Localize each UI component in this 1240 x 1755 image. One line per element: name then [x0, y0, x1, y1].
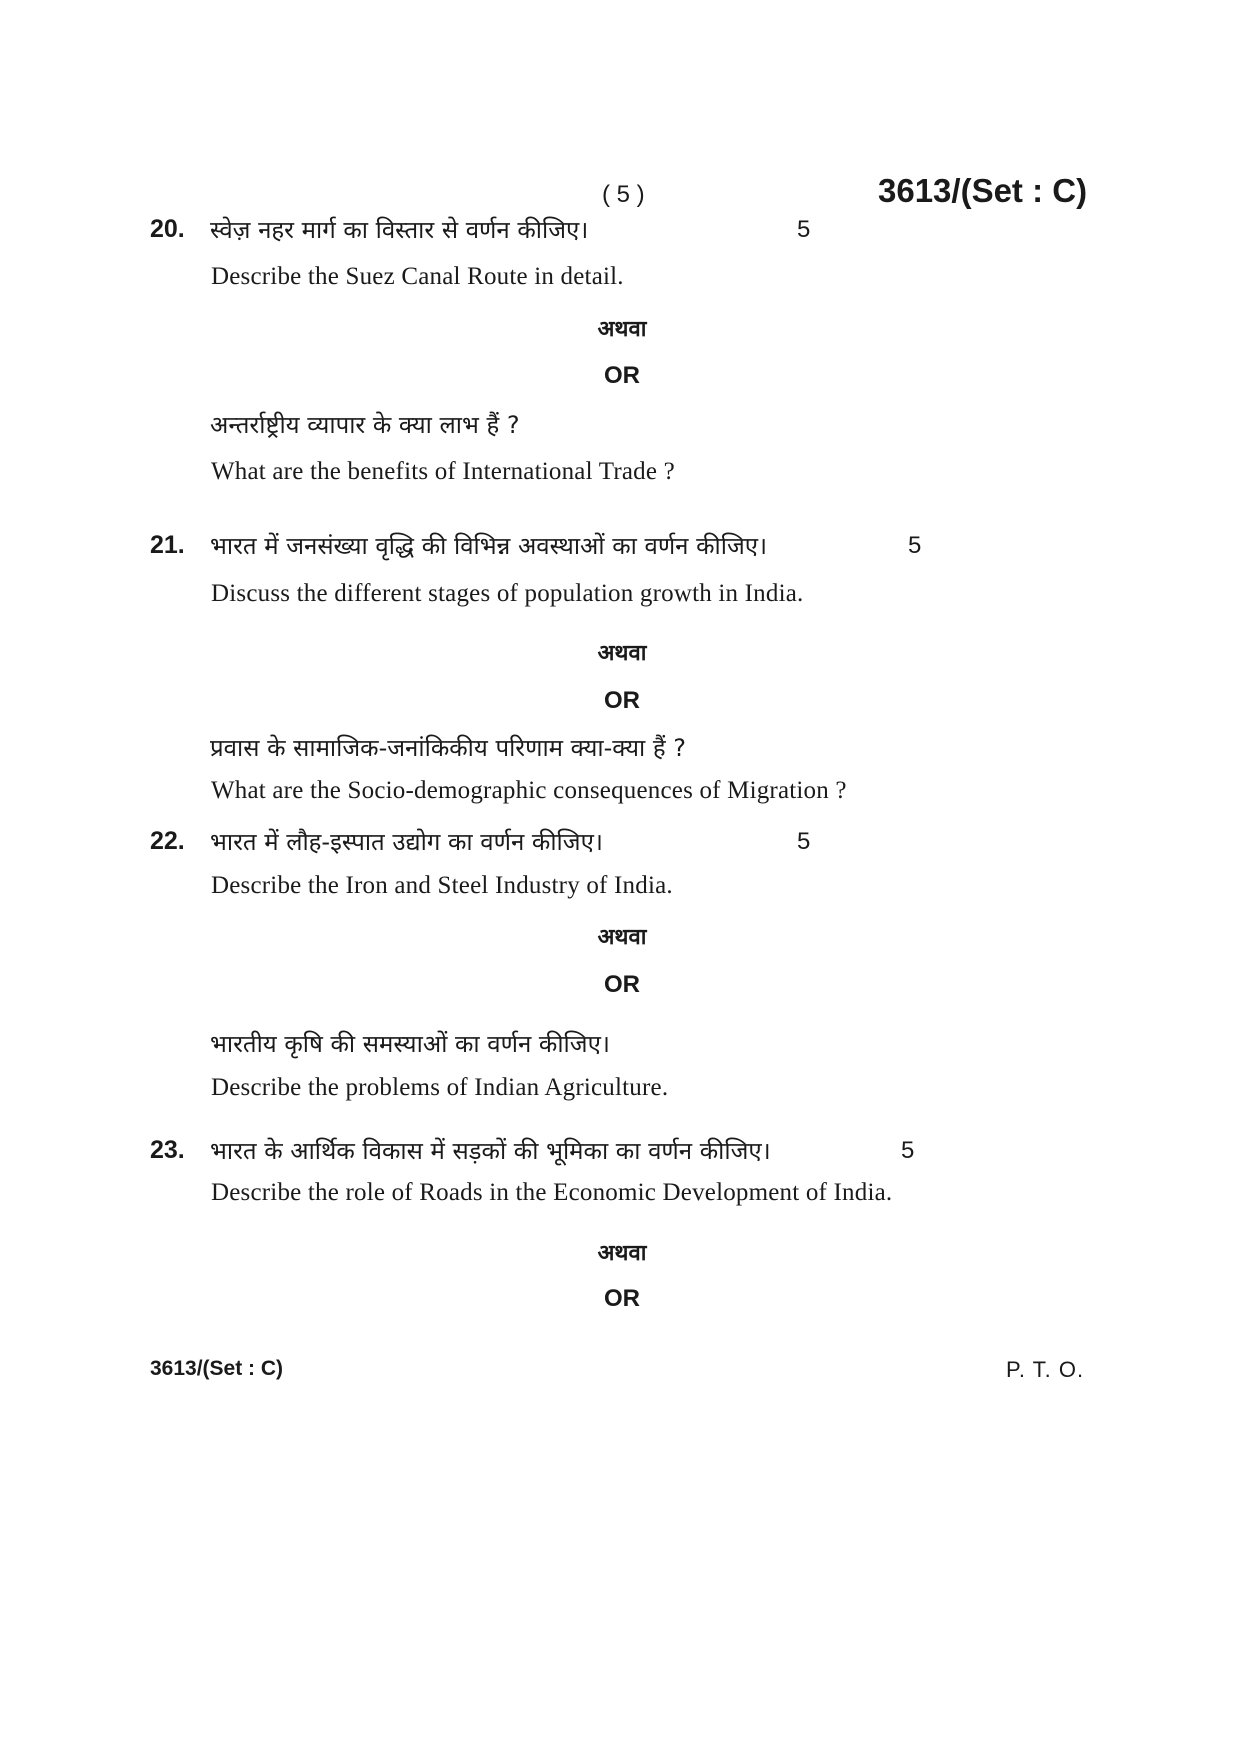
- question-23-english: Describe the role of Roads in the Economic Development of India.: [211, 1179, 893, 1206]
- question-21-or-english: OR: [604, 687, 640, 714]
- question-number-22: 22.: [150, 827, 185, 855]
- question-22-english: Describe the Iron and Steel Industry of India.: [211, 872, 673, 899]
- pto-label: P. T. O.: [1006, 1357, 1085, 1382]
- question-23-or-hindi: अथवा: [597, 1241, 647, 1266]
- question-23-marks: 5: [901, 1137, 915, 1164]
- question-21-english: Discuss the different stages of population growth in India.: [211, 580, 804, 607]
- question-20-or-english: OR: [604, 362, 640, 389]
- question-number-21: 21.: [150, 531, 185, 559]
- question-20-hindi: स्वेज़ नहर मार्ग का विस्तार से वर्णन कीजिए।: [210, 216, 589, 244]
- page-number: ( 5 ): [602, 181, 645, 208]
- question-20-alt-english: What are the benefits of International Trade ?: [211, 458, 675, 485]
- question-22-marks: 5: [797, 828, 811, 855]
- question-21-hindi: भारत में जनसंख्या वृद्धि की विभिन्न अवस्थाओं का वर्णन कीजिए।: [210, 532, 768, 560]
- question-21-alt-hindi: प्रवास के सामाजिक-जनांकिकीय परिणाम क्या-क्या हैं ?: [210, 734, 687, 762]
- question-23-hindi: भारत के आर्थिक विकास में सड़कों की भूमिका का वर्णन कीजिए।: [210, 1137, 771, 1165]
- question-20-alt-hindi: अन्तर्राष्ट्रीय व्यापार के क्या लाभ हैं ?: [210, 411, 520, 439]
- question-22-or-hindi: अथवा: [597, 925, 647, 950]
- question-22-alt-english: Describe the problems of Indian Agriculture.: [211, 1074, 669, 1101]
- question-20-or-hindi: अथवा: [597, 317, 647, 342]
- question-20-marks: 5: [797, 216, 811, 243]
- set-code-footer: 3613/(Set : C): [150, 1357, 284, 1380]
- question-21-marks: 5: [908, 532, 922, 559]
- question-22-hindi: भारत में लौह-इस्पात उद्योग का वर्णन कीजिए।: [210, 828, 603, 856]
- set-code-header: 3613/(Set : C): [878, 172, 1088, 209]
- question-22-alt-hindi: भारतीय कृषि की समस्याओं का वर्णन कीजिए।: [210, 1030, 610, 1058]
- question-20-english: Describe the Suez Canal Route in detail.: [211, 263, 624, 290]
- question-22-or-english: OR: [604, 971, 640, 998]
- question-number-23: 23.: [150, 1136, 185, 1164]
- question-23-or-english: OR: [604, 1285, 640, 1312]
- question-21-alt-english: What are the Socio-demographic consequences of Migration ?: [211, 777, 847, 804]
- question-21-or-hindi: अथवा: [597, 641, 647, 666]
- question-number-20: 20.: [150, 215, 185, 243]
